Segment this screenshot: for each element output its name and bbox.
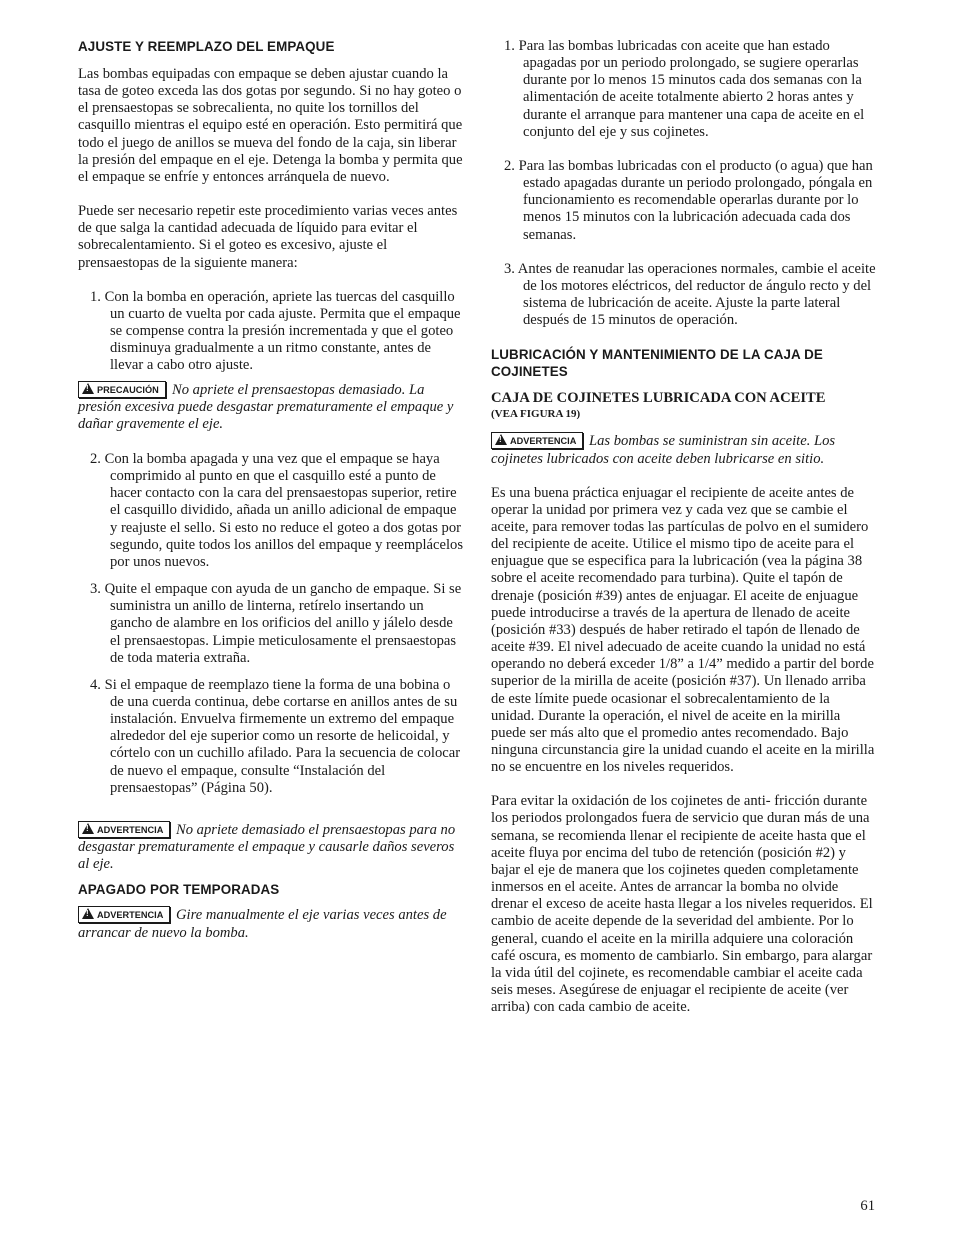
list-item-oil-pumps: 1. Para las bombas lubricadas con aceite que han estado apagadas por un periodo prolongado, se sugiere operarlas durante por lo menos 15 minutos cada dos semanas con la alimentación de aceite totalmente abierto 2 horas antes y durante el arranque para mantener una capa de aceite en el conjunto del eje y sus cojinetes. (504, 38, 865, 140)
warning-text-oil: Las bombas se suministran sin aceite. Los cojinetes lubricados con aceite deben lubricarse en sitio. (491, 433, 836, 467)
paragraph-oil-flush: Es una buena práctica enjuagar el recipiente de aceite antes de operar la unidad por primera vez y cada vez que se cambie el aceite, para remover todas las partículas de polvo en el sumidero del recipiente de aceite. Utilice el mismo tipo de aceite para el enjuague que se especifica para la lubricación (vea la página 38 sobre el aceite recomendado para turbina). Quite el tapón de drenaje (posición #39) antes de enjuagar. El aceite de enjuague puede introducirse a través de la apertura de llenado de aceite (posición #33) después de haber retirado el tapón de llenado de aceite #39. El nivel adecuado de aceite cuando la unidad no está operando no deberá exceder 1/8” a 1/4” medido a partir del borde superior de la mirilla de aceite (posición #37). Un llenado arriba de este límite puede ocasionar el sobrecalentamiento de la unidad. Durante la operación, el nivel de aceite en la mirilla puede ser más alto que el promedio antes recomendado. Bajo ninguna circunstancia gire la unidad cuando el aceite en la mirilla no se encuentre en los niveles requeridos. (491, 484, 875, 776)
heading-packing-adjustment: AJUSTE Y REEMPLAZO DEL EMPAQUE (78, 39, 335, 54)
warning-triangle-icon (82, 383, 94, 394)
paragraph-drip-rate: Las bombas equipadas con empaque se deben ajustar cuando la tasa de goteo exceda las dos gotas por segundo. Si no hay goteo o el prensaestopas se sobrecalienta, no quite los tornillos del casquillo mientras el equipo esté en operación. Esto permitirá que todo el juego de anillos se mueva del fondo de la caja, sin liberar la presión del empaque en el eje. Detenga la bomba y permita que el empaque se enfríe y entonces arránquela de nuevo. (78, 66, 463, 185)
caution-badge-label: PRECAUCIÓN (97, 384, 159, 395)
warning-badge (78, 906, 170, 923)
warning-notice-shutdown (78, 906, 466, 941)
left-column (78, 38, 466, 942)
list-item-product-pumps: 2. Para las bombas lubricadas con el producto (o agua) que han estado apagadas durante un periodo prolongado, póngala en funcionamiento es recomendable operarlas durante por lo menos 15 minutos con la lubricación adecuada cada dos semanas. (504, 157, 873, 243)
warning-badge-label: ADVERTENCIA (97, 910, 164, 921)
warning-notice-oil (491, 432, 876, 467)
caution-badge (78, 381, 166, 398)
warning-triangle-icon (82, 823, 94, 834)
list-item-4: 4. Si el empaque de reemplazo tiene la forma de una bobina o de una cuerda continua, debe cortarse en anillos antes de su instalación. Envuelva firmemente un extremo del empaque alrededor del eje superior como un resorte de helicoidal, y córtelo con un cuchillo afilado. Para la secuencia de colocar de nuevo el empaque, consulte “Instalación del prensaestopas” (Página 50). (90, 676, 461, 796)
page-number: 61 (860, 1198, 875, 1214)
warning-badge (78, 821, 170, 838)
right-column (491, 38, 876, 1016)
warning-triangle-icon (495, 434, 507, 445)
warning-text-shutdown: Gire manualmente el eje varias veces antes de arrancar de nuevo la bomba. (78, 907, 447, 941)
warning-notice-packing (78, 821, 466, 873)
paragraph-repeat-procedure: Puede ser necesario repetir este procedimiento varias veces antes de que salga la cantidad adecuada de líquido para evitar el sobrecalentamiento. Si el goteo es excesivo, ajuste el prensaestopas de la siguiente manera: (78, 203, 458, 271)
warning-text-packing: No apriete demasiado el prensaestopas para no desgastar prematuramente el empaque y causarle daños severos al eje. (78, 821, 456, 873)
warning-triangle-icon (82, 908, 94, 919)
caution-text: No apriete el prensaestopas demasiado. La presión excesiva puede desgastar prematuramente el empaque y dañar gravemente el eje. (78, 381, 454, 432)
caution-notice (78, 381, 466, 433)
list-item-3: 3. Quite el empaque con ayuda de un gancho de empaque. Si se suministra un anillo de linterna, retírelo insertando un gancho de alambre en los orificios del anillo y jálelo desde el prensaestopas. Limpie meticulosamente el prensaestopas de toda materia extraña. (90, 581, 462, 666)
subheading-oil-bearing-box: CAJA DE COJINETES LUBRICADA CON ACEITE (491, 390, 826, 407)
warning-badge-label: ADVERTENCIA (510, 436, 577, 447)
subheading-figure-ref: (VEA FIGURA 19) (491, 408, 581, 421)
warning-badge (491, 432, 583, 449)
heading-bearing-lubrication: LUBRICACIÓN Y MANTENIMIENTO DE LA CAJA DE COJINETES (491, 347, 823, 380)
list-item-2: 2. Con la bomba apagada y una vez que el empaque se haya comprimido al punto en que el casquillo esté a punto de hacer contacto con la cara del prensaestopas superior, retire el casquillo dividido, añada un anillo adicional de empaque y reajuste el sello. Si esto no reduce el goteo a dos gotas por segundo, quite todos los anillos del empaque y reemplácelos por unos nuevos. (90, 450, 464, 570)
paragraph-oxidation: Para evitar la oxidación de los cojinetes de anti- fricción durante los periodos prolongados fuera de servicio que duran más de una semana, se recomienda llenar el recipiente de aceite hasta que el aceite fluya por encima del tubo de retención (posición #2) y bajar el eje de manera que los cojinetes queden completamente inmersos en el aceite. Antes de arrancar la bomba no olvide drenar el exceso de aceite hasta llegar a los niveles requeridos. El cambio de aceite depende de la severidad del ambiente. Por lo general, cuando el aceite en la mirilla adquiere una coloración café oscura, es momento de cambiarlo. Sin embargo, para alargar la vida útil del cojinete, es recomendable cambiar el aceite cada seis meses. Asegúrese de enjuagar el recipiente de aceite (ver arriba) con cada cambio de aceite. (491, 793, 873, 1016)
heading-seasonal-shutdown: APAGADO POR TEMPORADAS (78, 882, 280, 898)
list-item-1: 1. Con la bomba en operación, apriete las tuercas del casquillo un cuarto de vuelta por cada ajuste. Permita que el empaque se compense contra la presión incrementada y que el goteo disminuya gradualmente a un ritmo constante, antes de llevar a cabo otro ajuste. (90, 288, 461, 374)
warning-badge-label: ADVERTENCIA (97, 824, 164, 835)
list-item-resume: 3. Antes de reanudar las operaciones normales, cambie el aceite de los motores eléctricos, del reductor de ángulo recto y del sistema de lubricación de aceite. Ajuste la parte lateral después de 15 minutos de operación. (504, 260, 876, 329)
